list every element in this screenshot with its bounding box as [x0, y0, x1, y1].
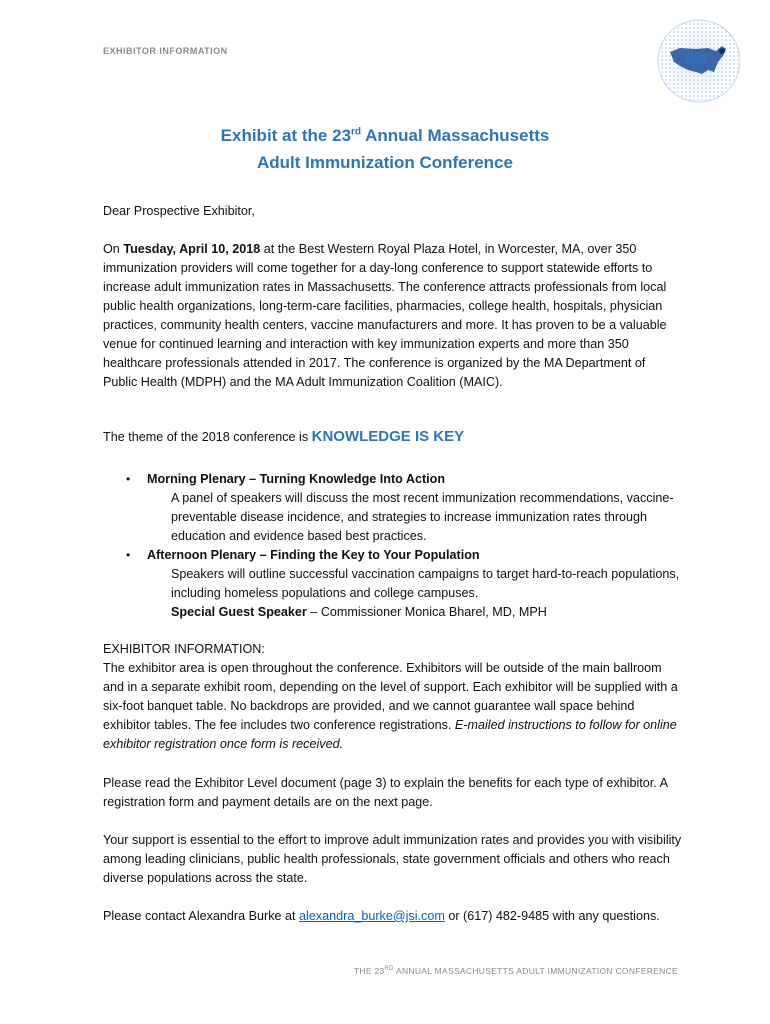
greeting: Dear Prospective Exhibitor,	[103, 204, 255, 218]
exhibitor-text: The exhibitor area is open throughout the conference. Exhibitors will be outside of the main ballroom and in a separate exhibit room, depending on the level of support. Each exhibitor will be supplied with a six-foot banquet table. No backdrops are provided, and we cannot guarantee wall space behind exhibitor tables. The fee includes two conference registrations. E-mailed instructions to follow for online exhibitor registration once form is received.	[103, 661, 678, 751]
title-line-1: Exhibit at the 23rd Annual Massachusetts	[220, 126, 550, 145]
plenary-list	[103, 470, 683, 622]
contact-paragraph: Please contact Alexandra Burke at alexandra_burke@jsi.com or (617) 482-9485 with any questions.	[103, 909, 660, 923]
guest-label: Special Guest Speaker	[171, 605, 307, 619]
plenary-desc: A panel of speakers will discuss the most recent immunization recommendations, vaccine-preventable disease incidence, and strategies to increase immunization rates through education and evidence based best practices.	[171, 491, 674, 543]
plenary-title: Morning Plenary – Turning Knowledge Into Action	[147, 472, 446, 486]
header-label: EXHIBITOR INFORMATION	[103, 46, 228, 56]
list-item	[103, 470, 683, 546]
exhibitor-section	[103, 640, 683, 754]
page-title	[0, 122, 770, 176]
plenary-desc: Speakers will outline successful vaccination campaigns to target hard-to-reach populations, including homeless populations and college campuses. Special Guest Speaker – Commissioner Monica Bharel, MD, MPH	[171, 567, 680, 619]
support-paragraph: Your support is essential to the effort to improve adult immunization rates and provides you with visibility among leading clinicians, public health professionals, state government officials and others who reach diverse populations across the state.	[103, 833, 682, 885]
levels-paragraph: Please read the Exhibitor Level document (page 3) to explain the benefits for each type of exhibitor. A registration form and payment details are on the next page.	[103, 776, 668, 809]
title-line-2: Adult Immunization Conference	[257, 153, 513, 172]
exhibitor-italic-note: E-mailed instructions to follow for online exhibitor registration once form is received.	[103, 718, 677, 751]
footer: THE 23RD ANNUAL MASSACHUSETTS ADULT IMMUNIZATION CONFERENCE	[353, 966, 678, 976]
plenary-title: Afternoon Plenary – Finding the Key to Your Population	[147, 548, 480, 562]
intro-paragraph: On Tuesday, April 10, 2018 at the Best Western Royal Plaza Hotel, in Worcester, MA, over 350 immunization providers will come together for a day-long conference to support statewide efforts to increase adult immunization rates in Massachusetts. The conference attracts professionals from local public health organizations, long-term-care facilities, pharmacies, college health, hospitals, physician practices, community health centers, vaccine manufacturers and more. It has proven to be a valuable venue for continued learning and interaction with key immunization experts and more than 350 healthcare professionals attended in 2017. The conference is organized by the MA Department of Public Health (MDPH) and the MA Adult Immunization Coalition (MAIC).	[103, 242, 667, 389]
exhibitor-heading: EXHIBITOR INFORMATION:	[103, 642, 265, 656]
theme-key: KNOWLEDGE IS KEY	[311, 428, 465, 445]
contact-email-link[interactable]: alexandra_burke@jsi.com	[299, 909, 445, 923]
bullet-icon: •	[126, 472, 131, 486]
event-date: Tuesday, April 10, 2018	[123, 242, 261, 256]
us-map-logo-icon	[656, 18, 742, 104]
list-item	[103, 546, 683, 622]
bullet-icon: •	[126, 548, 131, 562]
theme-line: The theme of the 2018 conference is KNOWLEDGE IS KEY	[103, 428, 465, 445]
